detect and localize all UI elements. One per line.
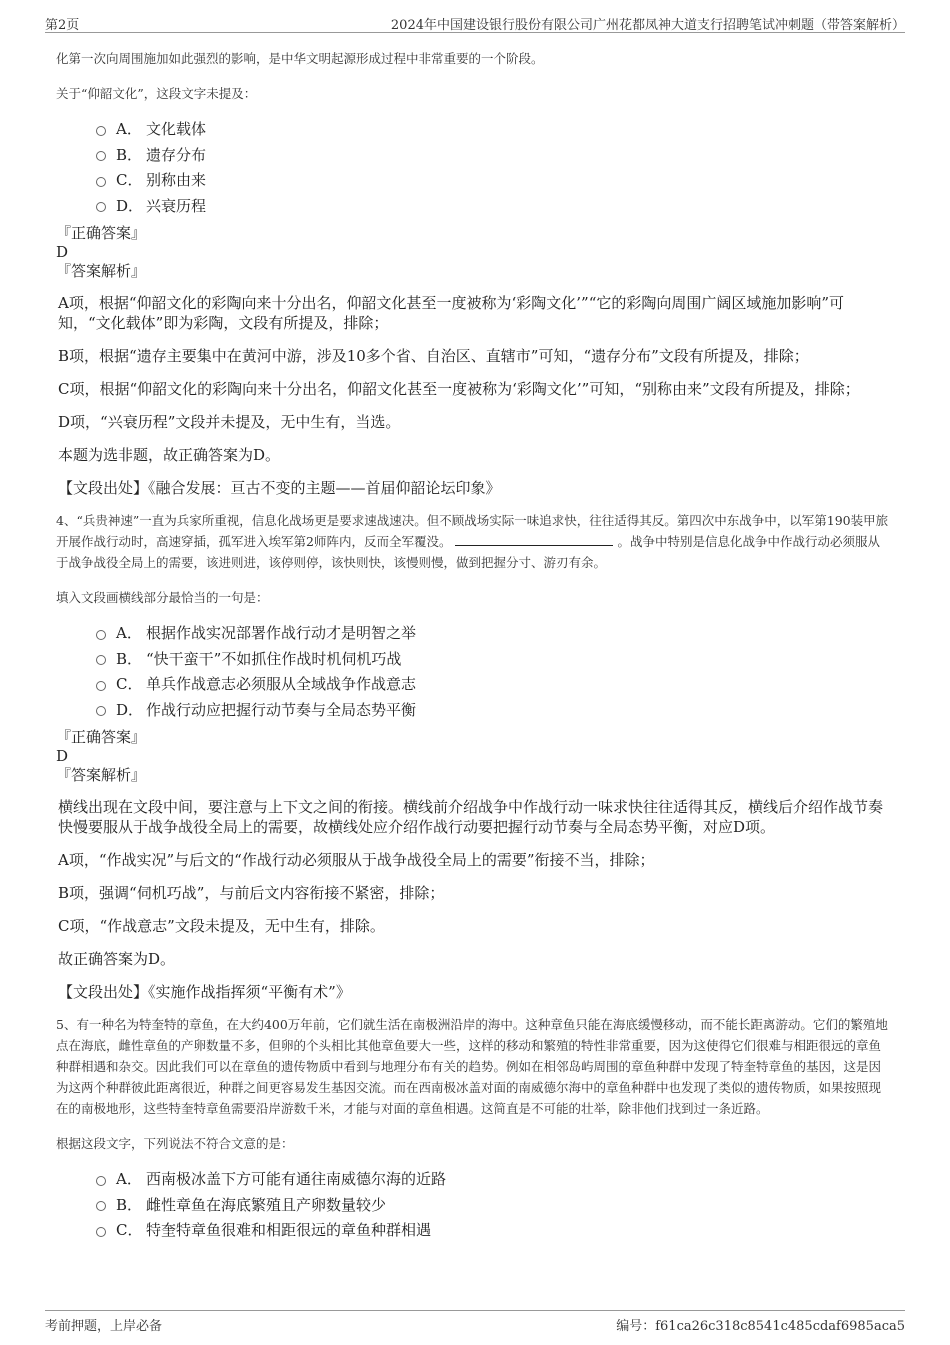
q3-option-b[interactable]: B． 遗存分布 (96, 142, 891, 168)
q4-source: 【文段出处】《实施作战指挥须“平衡有术”》 (58, 983, 351, 1001)
q4-analysis-a: A项，“作战实况”与后文的“作战行动必须服从于战争战役全局上的需要”衔接不当，排除； (58, 851, 655, 869)
q4-option-c[interactable]: C． 单兵作战意志必须服从全域战争作战意志 (96, 671, 891, 697)
q5-stem: 根据这段文字，下列说法不符合文意的是： (56, 1136, 294, 1151)
q3-analysis-b: B项，根据“遗存主要集中在黄河中游，涉及10多个省、自治区、直辖市”可知，“遗存分布”文段有所提及，排除； (58, 347, 809, 365)
q4-analysis-c: C项，“作战意志”文段未提及，无中生有，排除。 (58, 917, 385, 935)
q4-options (96, 620, 891, 722)
radio-icon[interactable] (96, 151, 106, 161)
page-number: 第2页 (45, 18, 80, 33)
q3-analysis-conclusion: 本题为选非题，故正确答案为D。 (58, 446, 281, 464)
q4-option-a[interactable]: A． 根据作战实况部署作战行动才是明智之举 (96, 620, 891, 646)
q3-analysis-label: 『答案解析』 (56, 262, 147, 280)
footer-slogan: 考前押题，上岸必备 (45, 1319, 163, 1334)
q4-analysis-b: B项，强调“伺机巧战”，与前后文内容衔接不紧密，排除； (58, 884, 445, 902)
document-id: 编号：f61ca26c318c8541c485cdaf6985aca5 (616, 1319, 905, 1334)
radio-icon[interactable] (96, 1176, 106, 1186)
radio-icon[interactable] (96, 706, 106, 716)
q5-option-a[interactable]: A． 西南极冰盖下方可能有通往南威德尔海的近路 (96, 1166, 891, 1192)
q3-option-d[interactable]: D． 兴衰历程 (96, 193, 891, 219)
q3-option-c[interactable]: C． 别称由来 (96, 167, 891, 193)
q4-passage: 4、“兵贵神速”一直为兵家所重视，信息化战场更是要求速战速决。但不顾战场实际一味追求快，往往适得其反。第四次中东战争中，以军第190装甲旅开展作战行动时，高速穿插，孤军进入埃军第2师阵内，反而全军覆没。 。战争中特别是信息化战争中作战行动必须服从于战争战役全局上的需要，该进则进，该停则停，该快则快，该慢则慢，做到把握分寸、游刃有余。 (56, 513, 889, 570)
page-header (45, 12, 905, 33)
q3-options (96, 116, 891, 218)
radio-icon[interactable] (96, 202, 106, 212)
q4-option-b[interactable]: B． “快干蛮干”不如抓住作战时机伺机巧战 (96, 646, 891, 672)
radio-icon[interactable] (96, 126, 106, 136)
page-footer (45, 1310, 905, 1333)
q5-option-b[interactable]: B． 雌性章鱼在海底繁殖且产卵数量较少 (96, 1192, 891, 1218)
q3-analysis-a: A项，根据“仰韶文化的彩陶向来十分出名，仰韶文化甚至一度被称为‘彩陶文化’”“它的彩陶向周围广阔区域施加影响”可知，“文化载体”即为彩陶，文段有所提及，排除； (58, 294, 845, 332)
fill-in-blank (455, 532, 613, 546)
q4-stem: 填入文段画横线部分最恰当的一句是： (56, 590, 269, 605)
q3-stem: 关于“仰韶文化”，这段文字未提及： (56, 86, 257, 101)
q5-option-c[interactable]: C． 特奎特章鱼很难和相距很远的章鱼种群相遇 (96, 1217, 891, 1243)
q4-analysis-label: 『答案解析』 (56, 766, 147, 784)
q3-option-a[interactable]: A． 文化载体 (96, 116, 891, 142)
q3-analysis-c: C项，根据“仰韶文化的彩陶向来十分出名，仰韶文化甚至一度被称为‘彩陶文化’”可知，“别称由来”文段有所提及，排除； (58, 380, 860, 398)
q4-option-d[interactable]: D． 作战行动应把握行动节奏与全局态势平衡 (96, 697, 891, 723)
document-body (56, 48, 891, 1243)
q4-answer-label: 『正确答案』 (56, 728, 147, 746)
q4-analysis-main: 横线出现在文段中间，要注意与上下文之间的衔接。横线前介绍战争中作战行动一味求快往往适得其反，横线后介绍作战节奏快慢要服从于战争战役全局上的需要，故横线处应介绍作战行动要把握行动节奏与全局态势平衡，对应D项。 (58, 798, 884, 836)
radio-icon[interactable] (96, 1201, 106, 1211)
q4-analysis-conclusion: 故正确答案为D。 (58, 950, 176, 968)
radio-icon[interactable] (96, 1227, 106, 1237)
q3-answer: D (56, 243, 69, 261)
radio-icon[interactable] (96, 655, 106, 665)
q4-answer: D (56, 747, 69, 765)
q3-answer-label: 『正确答案』 (56, 224, 147, 242)
radio-icon[interactable] (96, 630, 106, 640)
document-title: 2024年中国建设银行股份有限公司广州花都凤神大道支行招聘笔试冲刺题（带答案解析） (390, 18, 905, 33)
radio-icon[interactable] (96, 681, 106, 691)
radio-icon[interactable] (96, 177, 106, 187)
q5-options (96, 1166, 891, 1243)
q5-passage: 5、有一种名为特奎特的章鱼，在大约400万年前，它们就生活在南极洲沿岸的海中。这种章鱼只能在海底缓慢移动，而不能长距离游动。它们的繁殖地点在海底，雌性章鱼的产卵数量不多，但卵的个头相比其他章鱼要大一些，这样的移动和繁殖的特性非常重要，因为这使得它们很难与相距很远的章鱼种群相遇和杂交。因此我们可以在章鱼的遗传物质中看到与地理分布有关的趋势。例如在相邻岛屿周围的章鱼种群中发现了特奎特章鱼的基因，这是因为这两个种群彼此距离很近，种群之间更容易发生基因交流。而在西南极冰盖对面的南威德尔海中的章鱼种群中也发现了类似的遗传物质，如果按照现在的南极地形，这些特奎特章鱼需要沿岸游数千米，才能与对面的章鱼相遇。这简直是不可能的壮举，除非他们找到过一条近路。 (56, 1017, 888, 1116)
q3-passage-tail: 化第一次向周围施加如此强烈的影响，是中华文明起源形成过程中非常重要的一个阶段。 (56, 51, 544, 66)
q3-source: 【文段出处】《融合发展：亘古不变的主题——首届仰韶论坛印象》 (58, 479, 501, 497)
q3-analysis-d: D项，“兴衰历程”文段并未提及，无中生有，当选。 (58, 413, 401, 431)
